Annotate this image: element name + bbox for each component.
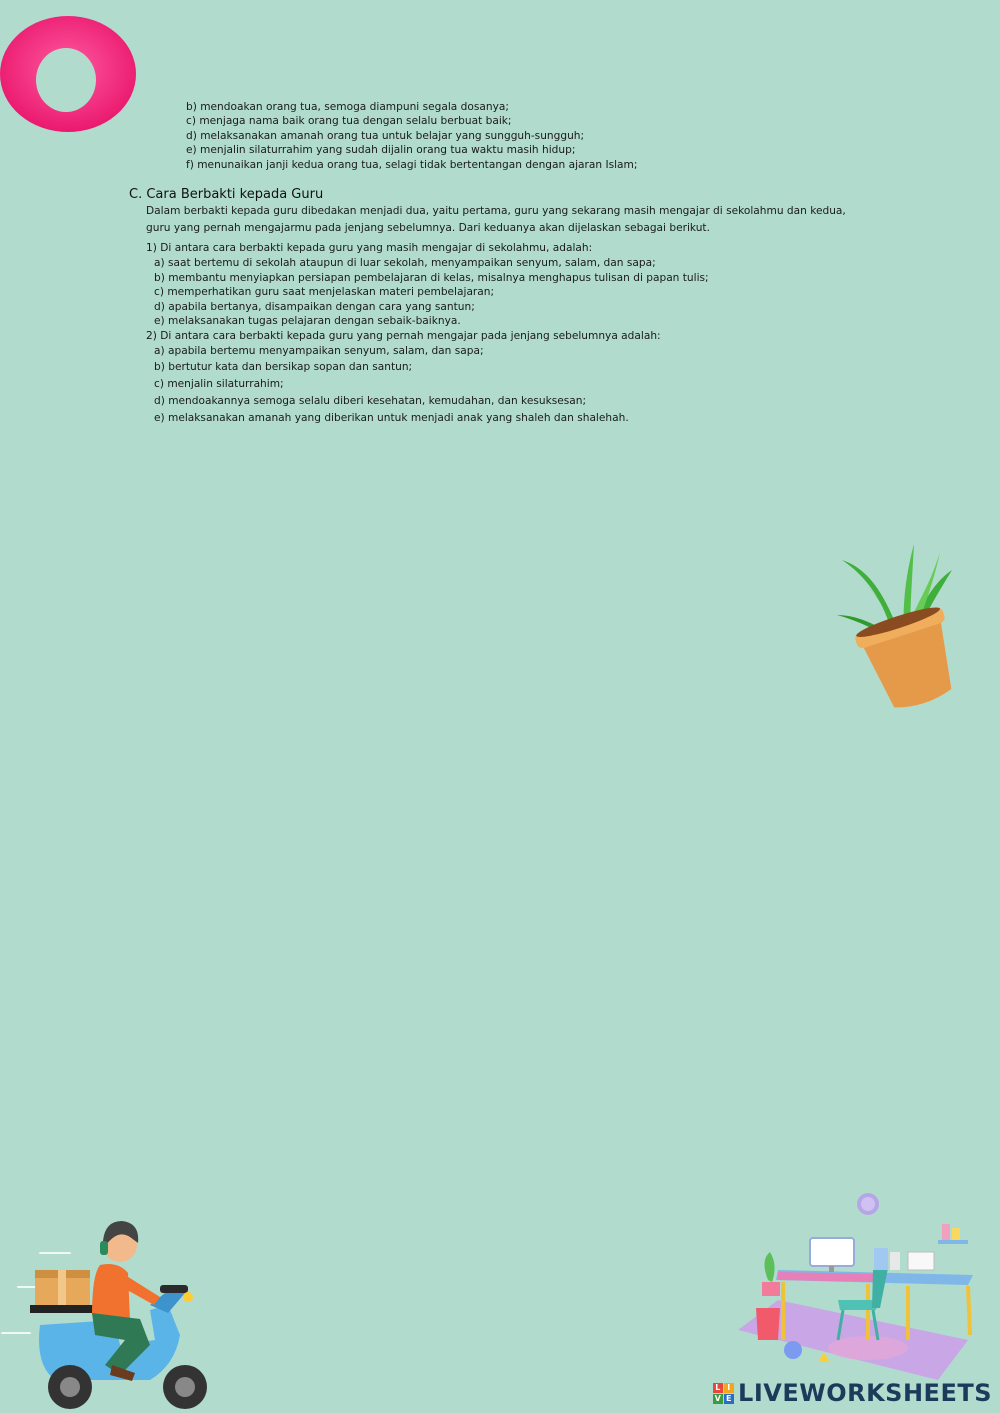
list-item: b) bertutur kata dan bersikap sopan dan santun; [154, 361, 413, 373]
donut-icon [0, 14, 142, 136]
brand-text: LIVEWORKSHEETS [738, 1379, 992, 1407]
intro-paragraph-line: guru yang pernah mengajarmu pada jenjang sebelumnya. Dari keduanya akan dijelaskan sebagai berikut. [146, 222, 710, 234]
list-item: d) apabila bertanya, disampaikan dengan cara yang santun; [154, 301, 475, 313]
list-item: e) melaksanakan amanah yang diberikan untuk menjadi anak yang shaleh dan shalehah. [154, 412, 629, 424]
plant-pot-icon [832, 540, 972, 715]
desk-workspace-icon [738, 1190, 978, 1385]
list-item: a) saat bertemu di sekolah ataupun di luar sekolah, menyampaikan senyum, salam, dan sapa; [154, 257, 656, 269]
brand-badge-letter: I [724, 1383, 734, 1393]
liveworksheets-logo [713, 1379, 992, 1407]
list-item: c) memperhatikan guru saat menjelaskan materi pembelajaran; [154, 286, 495, 298]
scooter-courier-icon [0, 1215, 220, 1413]
list-item: b) membantu menyiapkan persiapan pembelajaran di kelas, misalnya menghapus tulisan di papan tulis; [154, 272, 709, 284]
list-item: e) melaksanakan tugas pelajaran dengan sebaik-baiknya. [154, 315, 461, 327]
list-item: e) menjalin silaturrahim yang sudah dijalin orang tua waktu masih hidup; [186, 144, 576, 156]
list-item: d) melaksanakan amanah orang tua untuk belajar yang sungguh-sungguh; [186, 130, 585, 142]
brand-badge-letter: E [724, 1394, 734, 1404]
list-item: b) mendoakan orang tua, semoga diampuni segala dosanya; [186, 101, 509, 113]
brand-badge-letter: V [714, 1393, 722, 1403]
list-item: d) mendoakannya semoga selalu diberi kesehatan, kemudahan, dan kesuksesan; [154, 395, 587, 407]
intro-paragraph-line: Dalam berbakti kepada guru dibedakan menjadi dua, yaitu pertama, guru yang sekarang masih mengajar di sekolahmu dan kedua, [146, 205, 846, 217]
brand-badge [713, 1383, 734, 1404]
list-item: c) menjalin silaturrahim; [154, 378, 284, 390]
list-item: a) apabila bertemu menyampaikan senyum, salam, dan sapa; [154, 345, 484, 357]
section-heading: C. Cara Berbakti kepada Guru [129, 187, 324, 202]
brand-badge-letter: L [713, 1383, 723, 1393]
group-title: 2) Di antara cara berbakti kepada guru yang pernah mengajar pada jenjang sebelumnya adalah: [146, 330, 661, 342]
group-title: 1) Di antara cara berbakti kepada guru yang masih mengajar di sekolahmu, adalah: [146, 242, 593, 254]
list-item: c) menjaga nama baik orang tua dengan selalu berbuat baik; [186, 115, 512, 127]
list-item: f) menunaikan janji kedua orang tua, selagi tidak bertentangan dengan ajaran Islam; [186, 159, 638, 171]
